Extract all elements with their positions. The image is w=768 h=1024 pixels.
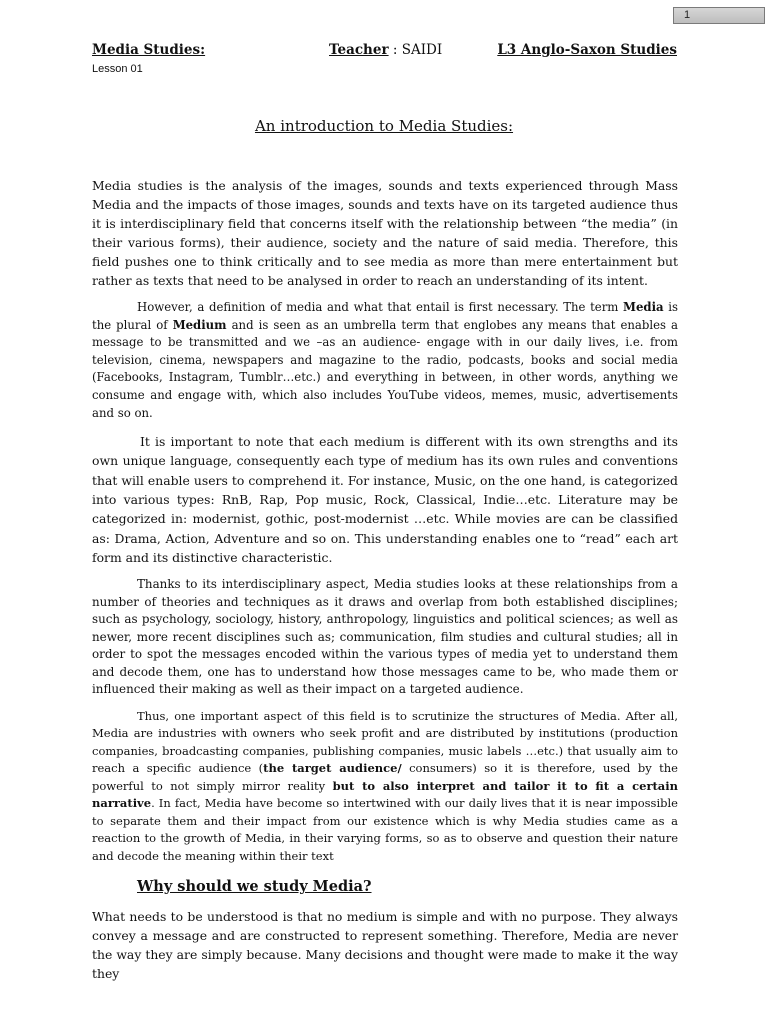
document-body [92, 176, 678, 983]
teacher-label: Teacher [329, 42, 389, 58]
page-number-box [673, 7, 765, 24]
course-title: Media Studies: [92, 42, 206, 58]
page-number: 1 [684, 9, 691, 21]
paragraph-6: What needs to be understood is that no medium is simple and with no purpose. They always convey a message and are constructed to represent something. Therefore, Media are never the way they are simply because. Many decisions and thought were made to make it the way they [92, 909, 678, 982]
teacher-separator: : [388, 42, 402, 58]
paragraph-4: Thanks to its interdisciplinary aspect, Media studies looks at these relationships from a number of theories and techniques as it draws and overlap from both established disciplines; such as psychology, sociology, history, anthropology, linguistics and political sciences; as well as newer, more recent disciplines such as; communication, film studies and cultural studies; all in order to spot the messages encoded within the various types of media yet to understand them and decode them, one has to understand how those messages came to be, who made them or influenced their making as well as their impact on a targeted audience. [92, 577, 678, 697]
paragraph-2-text-a: However, a definition of media and what that entail is first necessary. The term [137, 300, 624, 314]
paragraph-5-text-c: consumers) so it is therefore, used by the powerful to not simply mirror reality [92, 761, 678, 793]
paragraph-1: Media studies is the analysis of the images, sounds and texts experienced through Mass Media and the impacts of those images, sounds and texts have on its targeted audience thus it is interdisciplinary field that concerns itself with the relationship between “the media” (in their various forms), their audience, society and the nature of said media. Therefore, this field pushes one to think critically and to see media as more than mere entertainment but rather as texts that need to be analysed in order to reach an understanding of its intent. [92, 178, 678, 288]
paragraph-2-text-c: is the plural of [92, 300, 679, 332]
teacher-info [329, 42, 442, 58]
paragraph-5-text-e: . In fact, Media have become so intertwined with our daily lives that it is near impossible to separate them and their impact from our existence which is why Media studies came as a reaction to the growth of Media, in their varying forms, so as to observe and question their nature and decode the meaning within their text [92, 796, 678, 863]
paragraph-5-text-a: Thus, one important aspect of this field is to scrutinize the structures of Media. After all, Media are industries with owners who seek profit and are distributed by institutions (production companies, broadcasting companies, publishing companies, music labels …etc.) that usually aim to reach a specific audience ( [92, 708, 678, 776]
bold-phrase-interpret: but to also interpret and tailor it to fit a certain narrative [92, 778, 678, 811]
term-target-audience: the target audience/ [263, 761, 402, 776]
lesson-number: Lesson 01 [92, 63, 143, 75]
paragraph-3: It is important to note that each medium is different with its own strengths and its own unique language, consequently each type of medium has its own rules and conventions that will enable users to comprehend it. For instance, Music, on the one hand, is categorized into various types: RnB, Rap, Pop music, Rock, Classical, Indie…etc. Literature may be categorized in: modernist, gothic, post-modernist …etc. While movies are can be classified as: Drama, Action, Adventure and so on. This understanding enables one to “read” each art form and its distinctive characteristic. [92, 434, 678, 565]
document-title: An introduction to Media Studies: [254, 117, 514, 135]
paragraph-5 [92, 708, 678, 866]
section-heading: Why should we study Media? [137, 878, 372, 896]
paragraph-2 [92, 299, 678, 422]
paragraph-2-text-d: and is seen as an umbrella term that englobes any means that enables a message to be transmitted and we –as an audience- engage with in our daily lives, i.e. from television, cinema, newspapers and magazine to the radio, podcasts, books and social media (Facebooks, Instagram, Tumblr…etc.) and everything in between, in other words, anything we consume and engage with, which also includes YouTube videos, memes, music, advertisements and so on. [92, 317, 678, 420]
term-media: Media [623, 300, 664, 314]
program-name: L3 Anglo-Saxon Studies [497, 42, 677, 58]
term-medium: Medium [172, 317, 227, 332]
document-header [92, 42, 677, 62]
teacher-name: SAIDI [401, 42, 443, 58]
